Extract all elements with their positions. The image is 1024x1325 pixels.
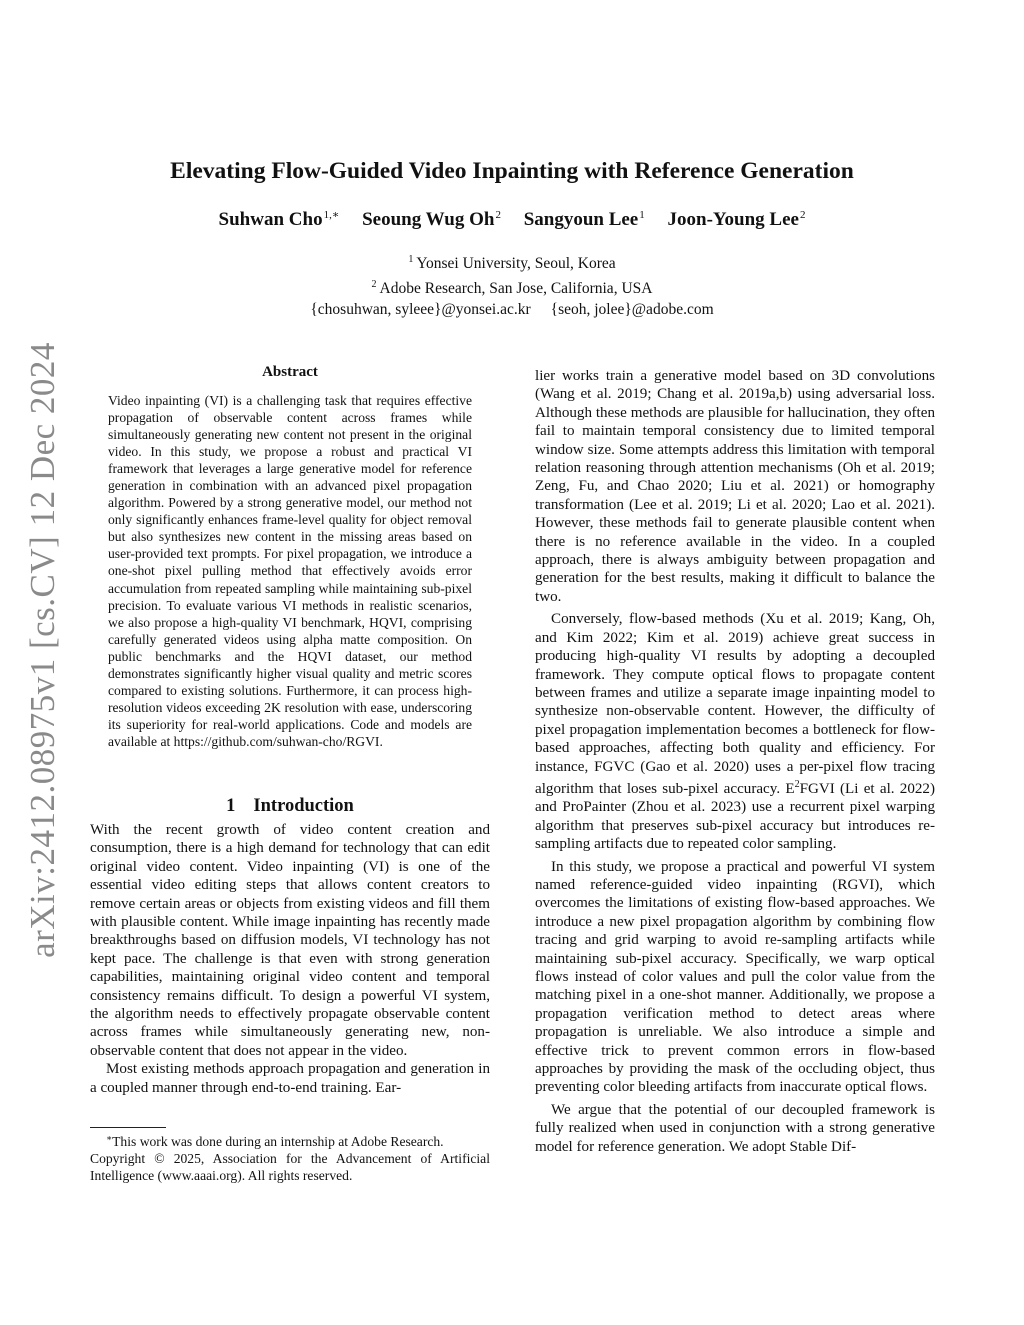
author-marks: 1 [639, 209, 645, 221]
author-marks: 2 [495, 209, 501, 221]
footnote-rule [90, 1127, 166, 1128]
section-number: 1 [226, 796, 236, 816]
author-4 [668, 209, 806, 230]
author-marks: 1,∗ [323, 209, 340, 221]
author-3 [524, 209, 645, 230]
affiliation-1 [0, 249, 1024, 274]
footnote [90, 1130, 490, 1184]
email-adobe: {seoh, jolee}@adobe.com [550, 301, 714, 318]
affiliations [0, 249, 1024, 320]
paragraph [535, 610, 935, 853]
footnote-note [90, 1130, 490, 1150]
paper-title: Elevating Flow-Guided Video Inpainting with Reference Generation [170, 158, 854, 184]
email-yonsei: {chosuhwan, syleee}@yonsei.ac.kr [310, 301, 531, 318]
author-name: Joon-Young Lee [667, 209, 799, 230]
section-heading [90, 796, 490, 817]
paragraph: Most existing methods approach propagation and generation in a coupled manner through end-to-end training. Ear- [90, 1061, 490, 1096]
footnote-text: This work was done during an internship at Adobe Research. [112, 1134, 444, 1149]
email-line [0, 299, 1024, 320]
author-marks: 2 [799, 209, 806, 221]
paragraph: lier works train a generative model based on 3D convolutions (Wang et al. 2019; Chang et al. 2019a,b) using adversarial loss. Although these methods are plausible for hallucination, they often fail to maintain temporal consistency due to limited temporal window size. Some attempts address this limitation with temporal relation reasoning through attention mechanisms (Oh et al. 2019; Zeng, Fu, and Chao 2020; Liu et al. 2021) or homography transformation (Lee et al. 2019; Li et al. 2020; Lao et al. 2021). However, these methods fail to generate plausible content when there is no reference available in the video. In a coupled approach, there is always ambiguity between propagation and generation for the best results, making it difficult to balance the two. [535, 368, 935, 605]
paragraph: With the recent growth of video content creation and consumption, there is a high demand for technology that can edit original video content. Video inpainting (VI) is one of the essential video editing steps that allows content creators to remove certain areas or objects from existing videos and fill them with plausible content. While image inpainting has recently made breakthroughs based on diffusion models, VI technology has not kept pace. The challenge is that even with strong generation capabilities, maintaining original video content and temporal consistency remains difficult. To design a powerful VI system, the algorithm needs to effectively propagate observable content across frames while simultaneously generating new, non-observable content that does not appear in the video. [90, 822, 490, 1059]
author-list [0, 208, 1024, 231]
paragraph: In this study, we propose a practical and powerful VI system named reference-guided video inpainting (RGVI), which overcomes the limitations of existing flow-based approaches. We introduce a new pixel propagation algorithm by combining flow tracing and grid warping to avoid re-sampling artifacts while maintaining sub-pixel accuracy. Specifically, we warp optical flows instead of color values and pull the color value from the matching pixel in a one-shot manner. Additionally, we propose a propagation verification method to detect areas where propagation is unreliable. We also introduce a simple and effective trick to prevent common errors in flow-based approaches by providing the mask of the occluding object, thus preventing color bleeding artifacts from inaccurate optical flows. [535, 858, 935, 1096]
paragraph-part: FGVI (Li et al. 2022) and ProPainter (Zhou et al. 2023) use a recurrent pixel warping algorithm that preserves sub-pixel accuracy but introduces re-sampling artifacts due to repeated color sampling. [535, 780, 935, 853]
paragraph-part: Conversely, flow-based methods (Xu et al. 2019; Kang, Oh, and Kim 2022; Kim et al. 2019) achieve great success in producing high-quality VI results by adopting a decoupled framework. They compute optical flows to propagate content between frames and utilize a separate image inpainting model to synthesize non-observable content. However, the difficulty of pixel propagation implementation becomes a bottleneck for flow-based approaches, affecting both quality and efficiency. For instance, FGVC (Gao et al. 2020) uses a per-pixel flow tracing algorithm that loses sub-pixel accuracy. E [535, 611, 935, 797]
abstract-body: Video inpainting (VI) is a challenging task that requires effective propagation of observable content across frames while simultaneously generating new content not present in the original video. In this study, we propose a robust and practical VI framework that leverages a large generative model for reference generation in combination with an advanced pixel propagation algorithm. Powered by a strong generative model, our method not only significantly enhances frame-level quality for object removal but also synthesizes new content in the missing areas based on user-provided text prompts. For pixel propagation, we introduce a one-shot pixel pulling method that effectively avoids error accumulation from repeated sampling while maintaining sub-pixel precision. To evaluate various VI methods in realistic scenarios, we also propose a high-quality VI benchmark, HQVI, comprising carefully generated videos using alpha matte composition. On public benchmarks and the HQVI dataset, our method demonstrates significantly higher visual quality and metric scores compared to existing solutions. Furthermore, it can process high-resolution videos exceeding 2K resolution with ease, underscoring its superiority for real-world applications. Code and models are available at https://github.com/suhwan-cho/RGVI. [108, 393, 472, 749]
arxiv-identifier [8, 342, 78, 958]
superscript: 2 [794, 778, 800, 790]
author-1 [219, 209, 340, 230]
author-name: Seoung Wug Oh [362, 209, 495, 230]
section-title: Introduction [253, 796, 354, 816]
author-2 [362, 209, 501, 230]
arxiv-id-text: arXiv:2412.08975v1 [cs.CV] 12 Dec 2024 [23, 342, 63, 958]
footnote-mark: ∗ [106, 1133, 113, 1143]
affiliation-text: Adobe Research, San Jose, California, USA [379, 280, 653, 297]
affiliation-mark: 1 [408, 254, 414, 265]
affiliation-2 [0, 274, 1024, 299]
author-name: Suhwan Cho [218, 209, 323, 230]
affiliation-mark: 2 [371, 279, 377, 290]
abstract-heading: Abstract [262, 364, 318, 380]
left-column-text [90, 821, 490, 1097]
author-name: Sangyoun Lee [523, 209, 639, 230]
right-column-text [535, 367, 935, 1156]
paragraph: We argue that the potential of our decoupled framework is fully realized when used in conjunction with a strong generative model for reference generation. We adopt Stable Dif- [535, 1101, 935, 1155]
copyright-notice: Copyright © 2025, Association for the Advancement of Artificial Intelligence (www.aaai.org). All rights reserved. [90, 1151, 490, 1183]
affiliation-text: Yonsei University, Seoul, Korea [416, 255, 616, 272]
